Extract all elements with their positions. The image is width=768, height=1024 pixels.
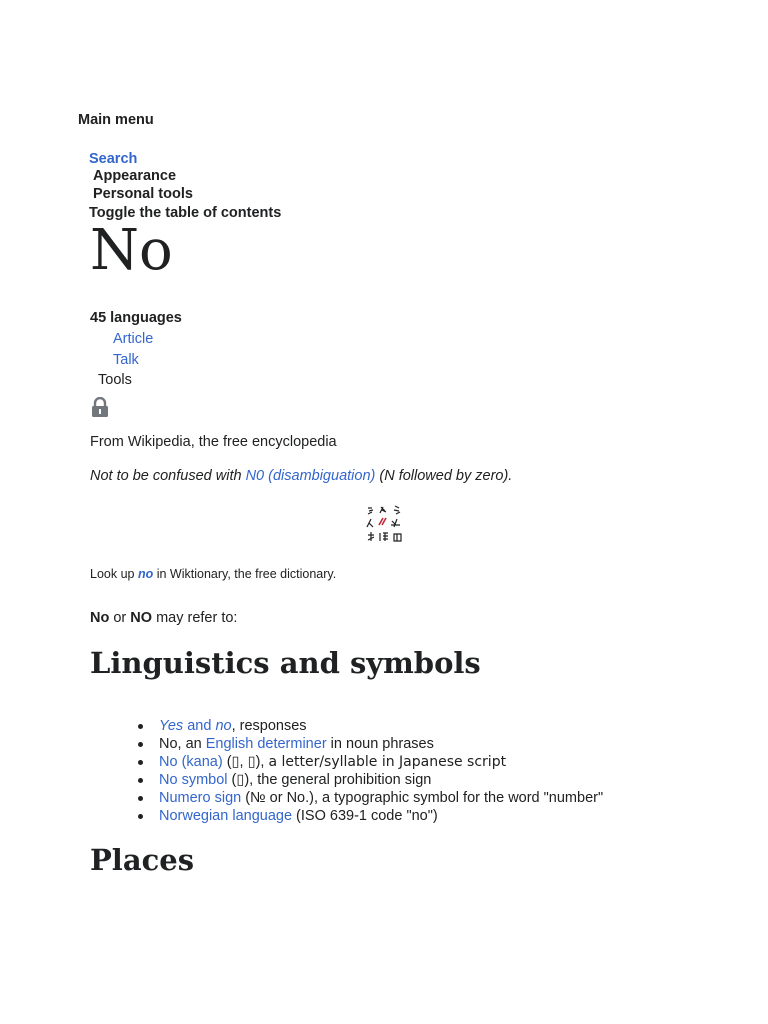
section-heading-linguistics: Linguistics and symbols — [90, 646, 481, 680]
tagline: From Wikipedia, the free encyclopedia — [90, 434, 337, 450]
list-text: , — [239, 754, 248, 770]
list-text: a letter/syllable in Japanese script — [268, 754, 507, 770]
list-link-norwegian-language[interactable]: Norwegian language — [159, 808, 293, 824]
list-text: (№ or No.), a typographic symbol for the word "number" — [241, 790, 604, 806]
list-item — [159, 807, 603, 825]
wiktionary-suffix: in Wiktionary, the free dictionary. — [153, 567, 337, 581]
hatnote-prefix: Not to be confused with — [90, 468, 246, 484]
list-item — [159, 771, 603, 789]
languages-button[interactable]: 45 languages — [90, 310, 182, 326]
page-title: No — [90, 218, 173, 283]
list-text: No, an — [159, 736, 206, 752]
list-link-and[interactable]: and — [183, 718, 216, 734]
appearance-button[interactable]: Appearance — [93, 168, 177, 184]
intro-term-2: NO — [130, 610, 153, 626]
wiktionary-logo-icon — [364, 503, 404, 545]
list-text: ), the general prohibition sign — [244, 772, 432, 788]
list-item — [159, 789, 603, 807]
list-link-no-symbol[interactable]: No symbol — [159, 772, 228, 788]
intro-rest: may refer to: — [152, 610, 238, 626]
list-text: in noun phrases — [326, 736, 434, 752]
list-link-english-determiner[interactable]: English determiner — [205, 736, 327, 752]
missing-glyph-box: ▯ — [247, 754, 256, 770]
main-menu-button[interactable]: Main menu — [78, 112, 154, 128]
list-text: ( — [227, 772, 237, 788]
intro-term-1: No — [90, 610, 110, 626]
missing-glyph-box: ▯ — [236, 772, 245, 788]
list-text: ( — [222, 754, 232, 770]
list-link-no[interactable]: no — [215, 718, 232, 734]
tab-talk[interactable]: Talk — [113, 352, 139, 368]
list-text: (ISO 639-1 code "no") — [292, 808, 438, 824]
linguistics-list — [159, 717, 603, 825]
tab-article[interactable]: Article — [113, 331, 154, 347]
personal-tools-button[interactable]: Personal tools — [93, 186, 193, 202]
list-text: , responses — [231, 718, 307, 734]
wiktionary-box — [90, 567, 336, 581]
hatnote-suffix: (N followed by zero). — [375, 468, 513, 484]
hatnote — [90, 468, 512, 484]
intro-or: or — [109, 610, 131, 626]
toggle-toc-button[interactable]: Toggle the table of contents — [89, 205, 282, 221]
lock-icon[interactable] — [91, 397, 109, 417]
missing-glyph-box: ▯ — [231, 754, 240, 770]
wiktionary-term-link[interactable]: no — [137, 567, 154, 581]
list-item — [159, 753, 603, 771]
list-link-numero-sign[interactable]: Numero sign — [159, 790, 242, 806]
list-item — [159, 735, 603, 753]
tools-button[interactable]: Tools — [98, 372, 132, 388]
intro-paragraph — [90, 610, 237, 626]
list-link-no-kana[interactable]: No (kana) — [159, 754, 223, 770]
search-link[interactable]: Search — [89, 151, 138, 167]
list-link-yes[interactable]: Yes — [159, 718, 184, 734]
list-text: ), — [255, 754, 269, 770]
hatnote-link[interactable]: N0 (disambiguation) — [245, 468, 376, 484]
list-item — [159, 717, 603, 735]
section-heading-places: Places — [90, 843, 195, 877]
wiktionary-prefix: Look up — [90, 567, 138, 581]
